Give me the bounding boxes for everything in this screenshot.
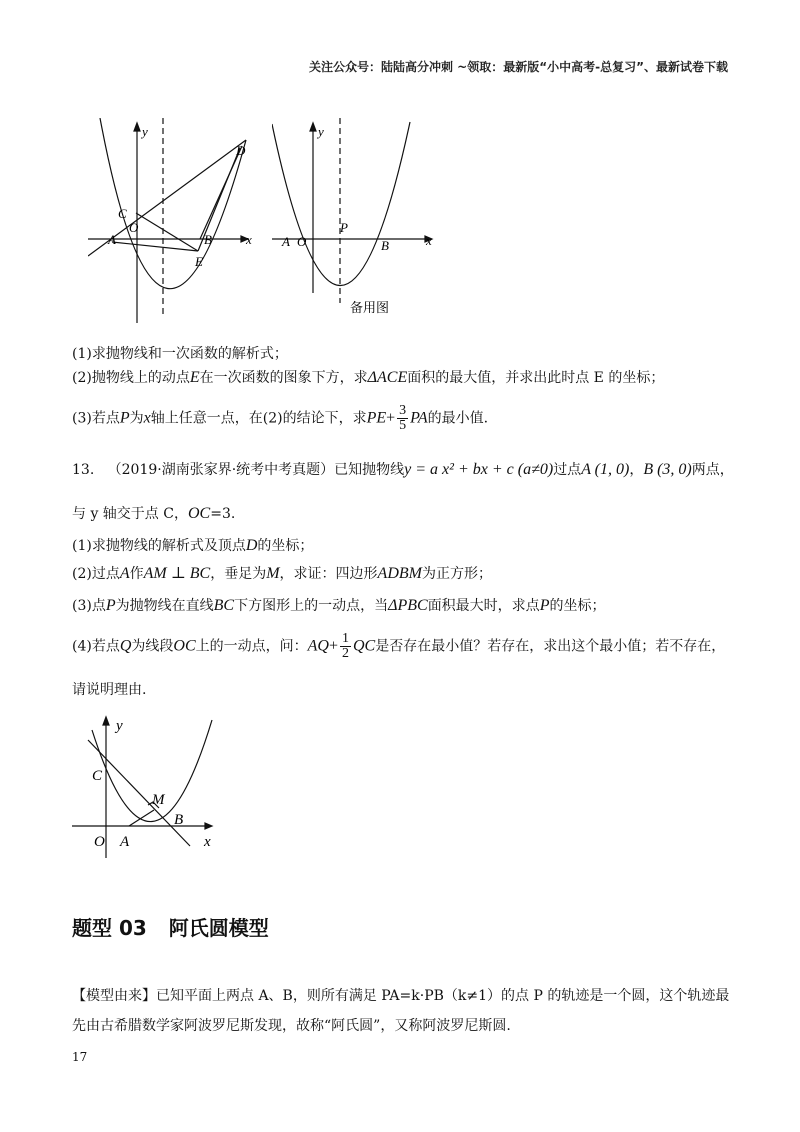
p12-q2-pre: (2)抛物线上的动点 bbox=[72, 370, 190, 386]
p12-q3-point-p: P bbox=[119, 409, 130, 427]
p13-q3-mid1: 为抛物线在直线 bbox=[115, 598, 214, 614]
p13-point-b: B (3, 0) bbox=[643, 461, 692, 478]
p13-q4 bbox=[72, 632, 725, 661]
p12-q3-fraction bbox=[397, 404, 408, 433]
p12-q2-mid: 在一次函数的图象下方，求 bbox=[199, 370, 368, 386]
fig1-label-c: C bbox=[118, 206, 127, 221]
fig2-label-b: B bbox=[381, 238, 389, 253]
p13-q3-triangle: ΔPBC bbox=[388, 597, 428, 614]
p13-q1-pre: (1)求抛物线的解析式及顶点 bbox=[72, 538, 246, 554]
p12-q3 bbox=[72, 404, 488, 433]
p13-q4-numerator: 1 bbox=[342, 631, 349, 646]
section-title-text: 阿氏圆模型 bbox=[168, 916, 269, 940]
p13-q4-mid2: 上的一动点，问： bbox=[195, 638, 308, 655]
p12-q2-point-e: E bbox=[189, 369, 200, 386]
p13-q2-perp: AM ⊥ BC bbox=[143, 565, 211, 582]
fig2-label-p: P bbox=[340, 220, 348, 235]
fig3-label-m: M bbox=[152, 792, 165, 808]
p13-q4-pre: (4)若点 bbox=[72, 638, 120, 655]
p13-q2 bbox=[72, 564, 492, 584]
model-origin-line1: 【模型由来】已知平面上两点 A、B，则所有满足 PA=k·PB（k≠1）的点 P 的轨迹是一个圆，这个轨迹最 bbox=[72, 988, 730, 1004]
p13-q3-p2: P bbox=[539, 597, 550, 614]
fig1-label-e: E bbox=[195, 254, 203, 269]
p13-stem-line2 bbox=[72, 504, 235, 524]
p13-point-a: A (1, 0) bbox=[581, 461, 630, 478]
fig2-label-o: O bbox=[297, 234, 307, 249]
fig1-label-d: D bbox=[236, 143, 246, 158]
p13-q3-bc: BC bbox=[213, 597, 235, 614]
p12-q3-denominator: 5 bbox=[399, 418, 407, 433]
p13-q3-mid3: 面积最大时，求点 bbox=[427, 598, 540, 614]
p13-after-eq: 过点 bbox=[553, 462, 582, 478]
p13-source: （2019·湖南张家界·统考中考真题）已知抛物线 bbox=[107, 462, 405, 478]
fig2-label-a: A bbox=[282, 234, 290, 249]
section-title-number: 题型 03 bbox=[72, 916, 147, 940]
fig3-label-c: C bbox=[92, 768, 103, 784]
page-header: 关注公众号：陆陆高分冲刺 ~领取：最新版“小中高考-总复习”、最新试卷下载 bbox=[309, 60, 728, 74]
p12-q3-pe: PE bbox=[366, 409, 387, 427]
p13-q2-m: M bbox=[266, 565, 280, 582]
p13-q4-line2: 请说明理由. bbox=[72, 682, 147, 698]
p12-q1: (1)求抛物线和一次函数的解析式； bbox=[72, 346, 288, 362]
p12-q3-mid1: 为 bbox=[129, 410, 144, 427]
fig1-label-y: y bbox=[142, 124, 148, 139]
page-number: 17 bbox=[72, 1050, 88, 1064]
p13-after-points: 两点， bbox=[691, 462, 734, 478]
p13-stem-line1 bbox=[72, 460, 734, 480]
p12-q3-plus: + bbox=[386, 409, 396, 427]
p13-q2-mid1: 作 bbox=[129, 566, 144, 582]
p13-q4-qc: QC bbox=[353, 637, 376, 655]
p13-q4-fraction bbox=[340, 632, 351, 661]
p13-q3 bbox=[72, 596, 605, 616]
p13-q2-post: 为正方形； bbox=[421, 566, 492, 582]
p13-q2-mid3: ，求证：四边形 bbox=[279, 566, 378, 582]
p13-q4-mid1: 为线段 bbox=[131, 638, 174, 655]
p13-comma: ， bbox=[629, 462, 644, 478]
p13-q4-denominator: 2 bbox=[342, 646, 349, 661]
fig1-label-b: B bbox=[204, 232, 212, 247]
p12-q3-numerator: 3 bbox=[399, 403, 407, 418]
fig3-label-a: A bbox=[120, 834, 130, 850]
p13-q4-plus: + bbox=[328, 637, 338, 655]
p12-q2 bbox=[72, 368, 664, 388]
p12-q3-post: 的最小值. bbox=[427, 410, 489, 427]
model-origin-line2: 先由古希腊数学家阿波罗尼斯发现，故称“阿氏圆”，又称阿波罗尼斯圆. bbox=[72, 1018, 511, 1034]
p13-q4-post: 是否存在最小值？若存在，求出这个最小值；若不存在， bbox=[375, 638, 726, 655]
fig2-label-y: y bbox=[318, 124, 324, 139]
p13-q2-quad: ADBM bbox=[377, 565, 422, 582]
p13-oc: OC bbox=[187, 505, 211, 522]
p13-line2: 与 y 轴交于点 C， bbox=[72, 506, 188, 522]
fig3-label-x: x bbox=[204, 834, 211, 850]
fig2-caption: 备用图 bbox=[350, 301, 390, 316]
p13-equation: y = a x² + bx + c (a≠0) bbox=[404, 461, 554, 478]
p12-q3-mid2: 轴上任意一点，在(2)的结论下，求 bbox=[150, 410, 367, 427]
p13-q1 bbox=[72, 536, 313, 556]
p13-q1-d: D bbox=[245, 537, 258, 554]
fig3-label-o: O bbox=[94, 834, 105, 850]
fig1-label-x: x bbox=[246, 232, 252, 247]
p13-q2-pre: (2)过点 bbox=[72, 566, 120, 582]
p13-q4-aq: AQ bbox=[307, 637, 329, 655]
figure-3-square-proof bbox=[70, 712, 220, 862]
p13-q1-post: 的坐标； bbox=[257, 538, 314, 554]
p13-q2-a: A bbox=[119, 565, 130, 582]
p13-q3-post: 的坐标； bbox=[549, 598, 606, 614]
p12-q2-post: 面积的最大值，并求出此时点 E 的坐标； bbox=[407, 370, 665, 386]
fig3-label-b: B bbox=[174, 812, 184, 828]
p13-q4-q: Q bbox=[119, 637, 132, 655]
p12-q3-x: x bbox=[143, 409, 151, 427]
fig2-label-x: x bbox=[426, 233, 432, 248]
figure-2-backup bbox=[272, 118, 437, 318]
p13-q3-pre: (3)点 bbox=[72, 598, 106, 614]
figure-1-parabola-line bbox=[88, 118, 260, 324]
section-title bbox=[72, 912, 269, 941]
p13-q4-oc: OC bbox=[173, 637, 196, 655]
p13-q3-p: P bbox=[105, 597, 116, 614]
fig1-label-o: O bbox=[129, 220, 139, 235]
p12-q2-triangle: ΔACE bbox=[367, 369, 408, 386]
p12-q3-pa: PA bbox=[410, 409, 428, 427]
p13-oc-value: =3. bbox=[210, 506, 236, 522]
fig3-label-y: y bbox=[116, 718, 123, 734]
p13-q2-mid2: ，垂足为 bbox=[210, 566, 267, 582]
fig1-label-a: A bbox=[108, 232, 116, 247]
p12-q3-pre: (3)若点 bbox=[72, 410, 120, 427]
p13-q3-mid2: 下方图形上的一动点，当 bbox=[234, 598, 389, 614]
p13-number: 13. bbox=[72, 462, 95, 478]
